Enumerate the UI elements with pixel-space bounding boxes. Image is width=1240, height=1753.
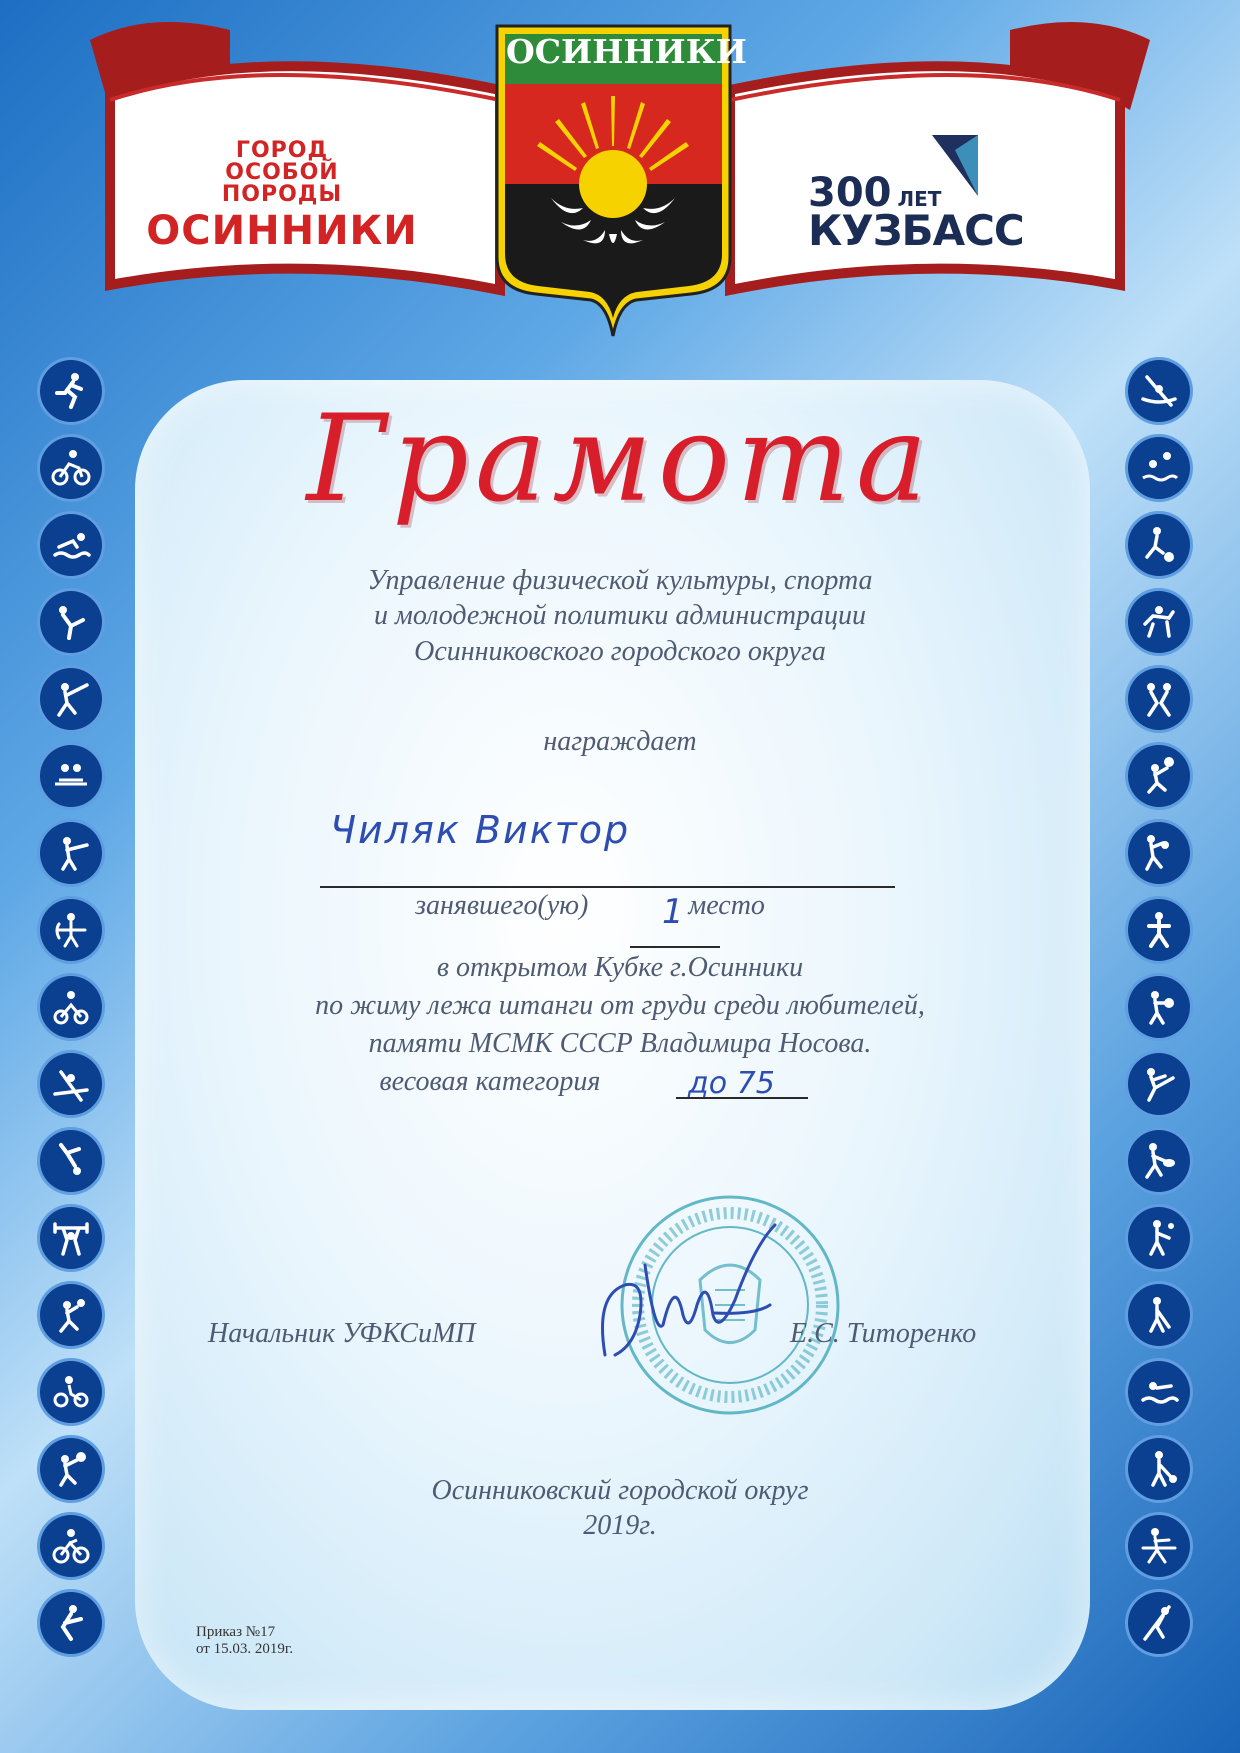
category-value: до 75 (688, 1066, 775, 1101)
wrestling-icon (1128, 668, 1190, 730)
weightlifting-icon (40, 1207, 102, 1269)
category-label: весовая категория (379, 1066, 601, 1097)
footer-year: 2019г. (583, 1510, 657, 1541)
order-line-2: от 15.03. 2019г. (196, 1641, 294, 1657)
issuer-line-1: Управление физической культуры, спорта (367, 565, 873, 596)
athletics-icon (40, 1592, 102, 1654)
awards-label: награждает (543, 726, 697, 757)
signer-name: Е.С. Титоренко (790, 1318, 977, 1349)
pole-vault-icon (1128, 1592, 1190, 1654)
shooting-icon (40, 822, 102, 884)
place-prefix: занявшего(ую) (415, 890, 589, 921)
event-line-3: памяти МСМК СССР Владимира Носова. (368, 1028, 872, 1059)
name-underline (320, 848, 895, 888)
left-banner-line1: ГОРОД (235, 138, 329, 163)
order-line-1: Приказ №17 (196, 1624, 276, 1640)
event-line-1: в открытом Кубке г.Осинники (436, 952, 804, 983)
logo-let: ЛЕТ (897, 187, 942, 211)
left-banner-line3: ПОРОДЫ (221, 182, 343, 207)
left-banner-city: ОСИННИКИ (146, 208, 418, 254)
place-line-text (0, 890, 1210, 922)
certificate-title: Грамота (306, 390, 934, 529)
arms-title: ОСИННИКИ (506, 32, 747, 71)
event-line-2: по жиму лежа штанги от груди среди любителей, (315, 990, 925, 1021)
logo-300: 300 (808, 170, 892, 216)
fencing-icon (40, 668, 102, 730)
order-note (196, 1624, 293, 1658)
triathlon-icon (40, 1361, 102, 1423)
handball-icon (40, 1284, 102, 1346)
tennis-icon (1128, 1207, 1190, 1269)
kuzbass-300-logo (808, 170, 1024, 255)
left-banner-line2: ОСОБОЙ (225, 160, 339, 185)
signature (585, 1205, 785, 1375)
rugby-icon (1128, 1130, 1190, 1192)
place-value: 1 (662, 892, 684, 932)
issuer-line-3: Осинниковского городского округа (414, 636, 826, 667)
footer-place: Осинниковский городской округ (431, 1475, 809, 1506)
taekwondo-icon (1128, 1053, 1190, 1115)
place-suffix: место (688, 890, 765, 921)
left-banner-text (132, 140, 432, 254)
beach-volleyball-icon (1128, 822, 1190, 884)
marathon-swim-icon (1128, 1361, 1190, 1423)
diving-icon (40, 1130, 102, 1192)
recipient-name: Чиляк Виктор (330, 808, 631, 852)
logo-kuzbass: КУЗБАСС (808, 206, 1024, 255)
golf-icon (1128, 1284, 1190, 1346)
issuer-line-2: и молодежной политики администрации (374, 600, 866, 631)
signer-title: Начальник УФКСиМП (208, 1318, 476, 1349)
